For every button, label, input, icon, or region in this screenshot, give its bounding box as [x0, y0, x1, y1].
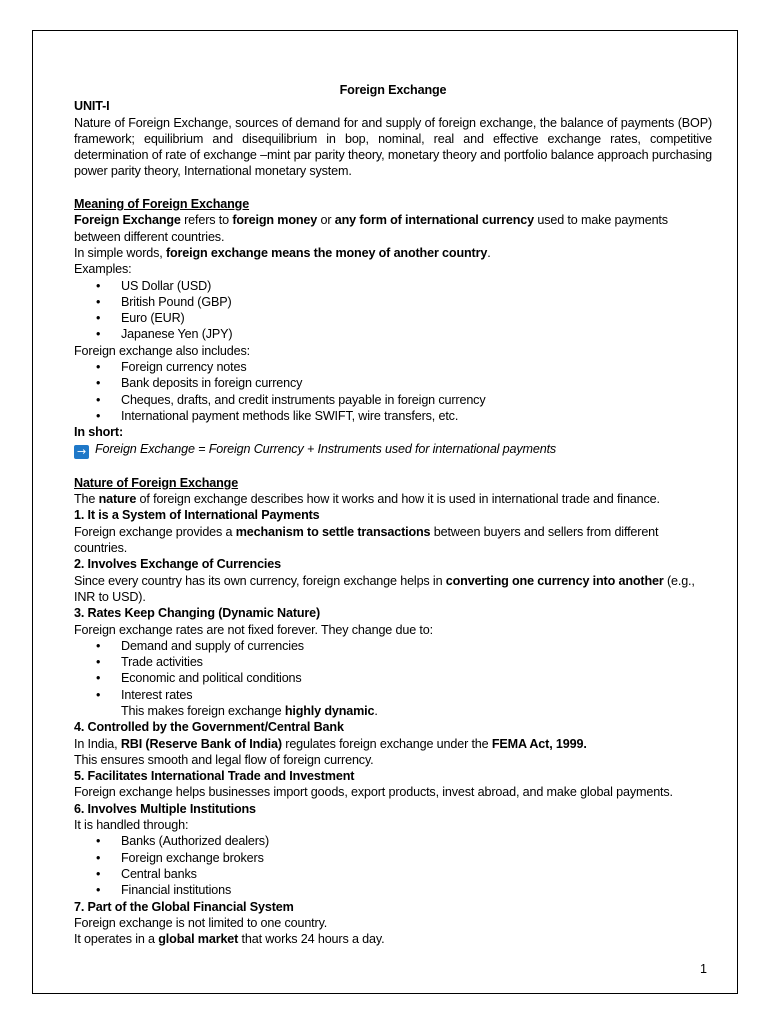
in-short-text: → Foreign Exchange = Foreign Currency + Instruments used for international payments [74, 441, 712, 459]
spacer [74, 180, 712, 196]
nature-intro: The nature of foreign exchange describes how it works and how it is used in international trade and finance. [74, 492, 660, 507]
unit-label: UNIT-I [74, 99, 110, 114]
list-item: • US Dollar (USD) [74, 278, 712, 294]
list-item: • Bank deposits in foreign currency [74, 375, 712, 391]
point-4-text: In India, RBI (Reserve Bank of India) regulates foreign exchange under the FEMA Act, 1999. [74, 736, 587, 751]
point-3-text: Foreign exchange rates are not fixed forever. They change due to: [74, 622, 433, 637]
meaning-definition: Foreign Exchange refers to foreign money or any form of international currency used to make payments between different countries. [74, 213, 668, 244]
list-item: • Trade activities [74, 654, 712, 670]
point-4-line2: This ensures smooth and legal flow of foreign currency. [74, 752, 374, 767]
point-6-list [74, 833, 712, 898]
list-item: • Foreign currency notes [74, 359, 712, 375]
list-item: • Central banks [74, 866, 712, 882]
list-item: • Demand and supply of currencies [74, 638, 712, 654]
point-3-heading: 3. Rates Keep Changing (Dynamic Nature) [74, 606, 321, 621]
point-5-text: Foreign exchange helps businesses import goods, export products, invest abroad, and make global payments. [74, 785, 673, 800]
nature-heading: Nature of Foreign Exchange [74, 475, 239, 490]
list-item: • Euro (EUR) [74, 310, 712, 326]
page-number: 1 [700, 962, 708, 976]
point-7-line2: It operates in a global market that works 24 hours a day. [74, 932, 385, 947]
list-item: • Financial institutions [74, 882, 712, 898]
list-item: • Banks (Authorized dealers) [74, 833, 712, 849]
point-7-heading: 7. Part of the Global Financial System [74, 899, 294, 914]
point-4-heading: 4. Controlled by the Government/Central Bank [74, 720, 344, 735]
in-short-label: In short: [74, 425, 124, 440]
meaning-simple: In simple words, foreign exchange means the money of another country. [74, 245, 491, 260]
document-title: Foreign Exchange [339, 83, 447, 97]
point-1-text: Foreign exchange provides a mechanism to settle transactions between buyers and sellers from different countries. [74, 524, 659, 556]
includes-list [74, 359, 712, 424]
meaning-heading: Meaning of Foreign Exchange [74, 197, 250, 212]
point-6-text: It is handled through: [74, 818, 189, 833]
examples-label: Examples: [74, 262, 132, 277]
list-item: • British Pound (GBP) [74, 294, 712, 310]
point-3-note: This makes foreign exchange highly dynamic. [121, 703, 378, 718]
list-item: • Foreign exchange brokers [74, 850, 712, 866]
point-7-line1: Foreign exchange is not limited to one country. [74, 915, 328, 930]
point-6-heading: 6. Involves Multiple Institutions [74, 801, 256, 816]
point-2-text: Since every country has its own currency, foreign exchange helps in converting one currency into another (e.g., INR to USD). [74, 573, 695, 604]
right-arrow-icon: → [74, 445, 89, 459]
list-item: • Interest rates [74, 687, 712, 703]
point-5-heading: 5. Facilitates International Trade and Investment [74, 769, 355, 784]
spacer [74, 459, 712, 475]
examples-list [74, 278, 712, 343]
point-1-heading: 1. It is a System of International Payments [74, 508, 320, 523]
document-body [74, 82, 712, 947]
list-item: • Economic and political conditions [74, 670, 712, 686]
list-item: • Cheques, drafts, and credit instruments payable in foreign currency [74, 392, 712, 408]
includes-label: Foreign exchange also includes: [74, 343, 250, 358]
point-3-list [74, 638, 712, 703]
list-item: • International payment methods like SWIFT, wire transfers, etc. [74, 408, 712, 424]
point-2-heading: 2. Involves Exchange of Currencies [74, 557, 281, 572]
list-item: • Japanese Yen (JPY) [74, 326, 712, 342]
unit-description: Nature of Foreign Exchange, sources of demand for and supply of foreign exchange, the balance of payments (BOP) framework; equilibrium and disequilibrium in bop, nominal, real and effective exchange rates, competitive determination of rate of exchange –mint par parity theory, monetary theory and portfolio balance approach purchasing power parity theory, International monetary system. [74, 115, 712, 179]
